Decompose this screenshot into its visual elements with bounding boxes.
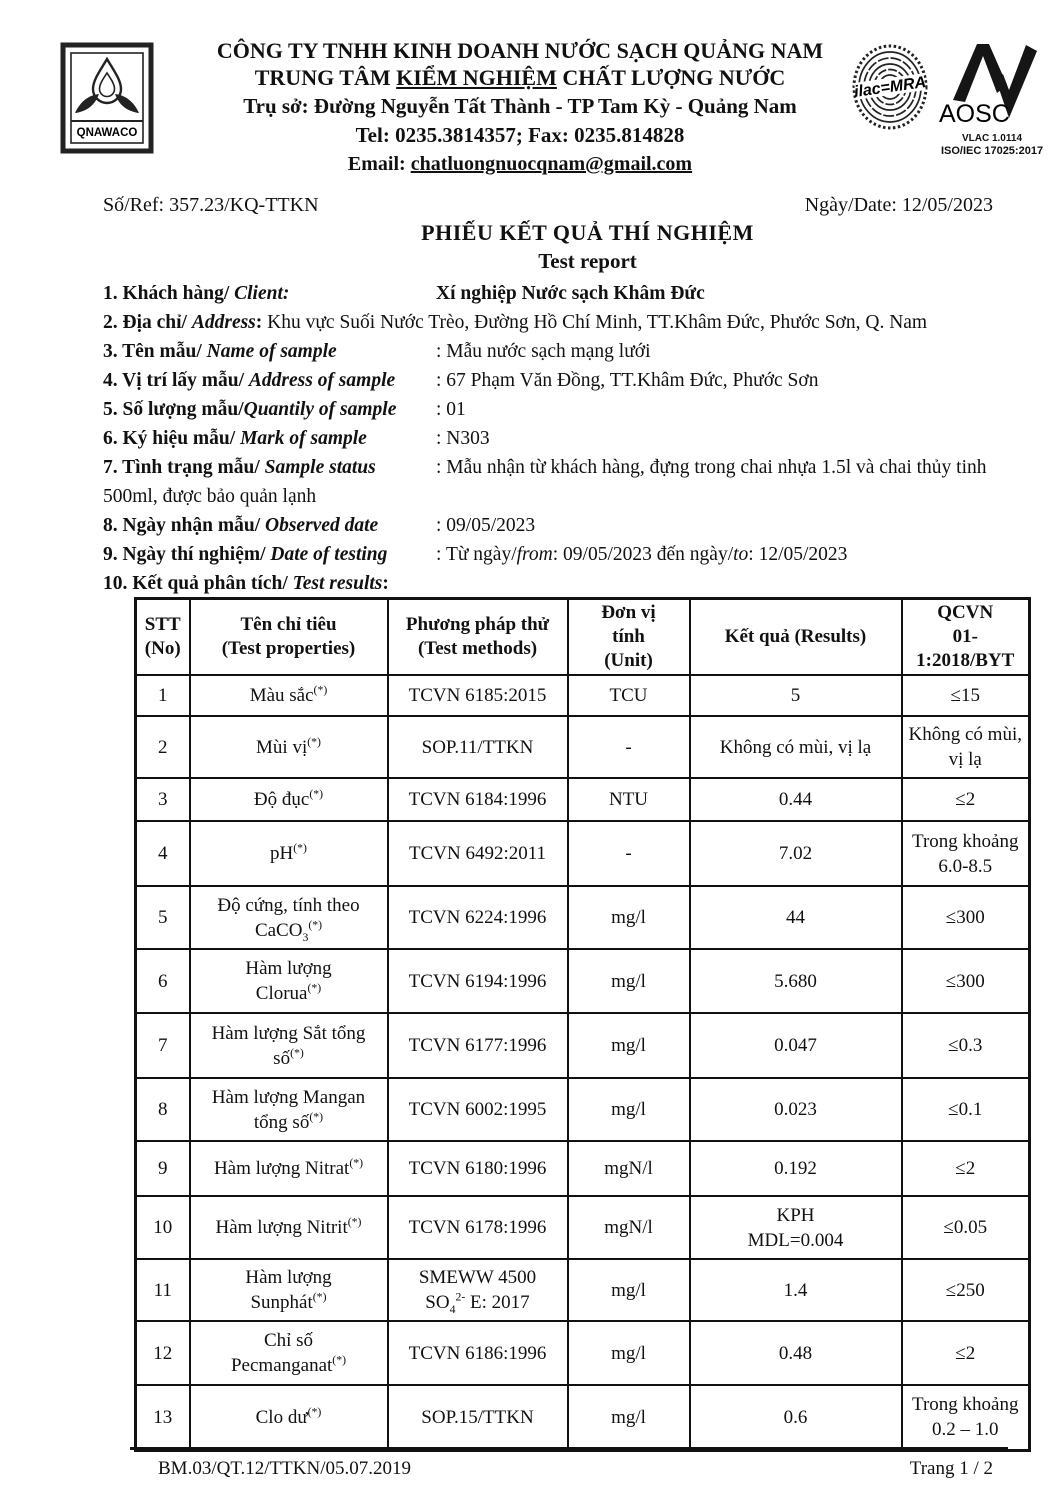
cell-no: 1 xyxy=(136,675,190,716)
cell-result: KPH MDL=0.004 xyxy=(690,1196,902,1259)
cell-limit: ≤15 xyxy=(902,675,1030,716)
field-label xyxy=(103,395,436,424)
document-ref: Số/Ref: 357.23/KQ-TTKN xyxy=(103,194,319,216)
cell-name: Màu sắc(*) xyxy=(190,675,388,716)
cell-result: 0.192 xyxy=(690,1141,902,1196)
cell-limit: ≤300 xyxy=(902,886,1030,949)
cell-name: pH(*) xyxy=(190,821,388,886)
document-date: Ngày/Date: 12/05/2023 xyxy=(804,194,993,216)
text-segment: : 67 Phạm Văn Đồng, TT.Khâm Đức, Phước Sơn xyxy=(436,370,819,391)
field-label xyxy=(103,424,436,453)
cell-limit: ≤300 xyxy=(902,949,1030,1013)
text-segment: : xyxy=(255,312,268,333)
aosc-mark xyxy=(928,38,1056,158)
result-row xyxy=(136,1141,1030,1196)
text-segment: 4. Vị trí lấy mẫu/ xyxy=(103,370,249,391)
column-header: Đơn vị tính (Unit) xyxy=(568,599,690,676)
text-segment: 8. Ngày nhận mẫu/ xyxy=(103,515,265,536)
cell-name: Hàm lượng Clorua(*) xyxy=(190,949,388,1013)
table-body xyxy=(136,675,1030,1450)
cell-name: Hàm lượng Nitrit(*) xyxy=(190,1196,388,1259)
cell-limit: ≤2 xyxy=(902,778,1030,821)
cell-method: SMEWW 4500 $SO_4^{2-}$ E: 2017 xyxy=(388,1259,568,1321)
cell-name: Chỉ số Pecmanganat(*) xyxy=(190,1321,388,1385)
text-segment: : 09/05/2023 đến ngày/ xyxy=(552,544,734,565)
cell-method: TCVN 6492:2011 xyxy=(388,821,568,886)
cell-method: TCVN 6184:1996 xyxy=(388,778,568,821)
cell-name: Hàm lượng Sắt tổng số(*) xyxy=(190,1013,388,1078)
table-header-row xyxy=(136,599,1030,676)
cell-no: 4 xyxy=(136,821,190,886)
result-row xyxy=(136,1259,1030,1321)
field-value xyxy=(436,341,651,362)
cell-name: Mùi vị(*) xyxy=(190,716,388,778)
text-segment: Date of testing xyxy=(270,544,388,565)
field-label xyxy=(103,366,436,395)
field-line xyxy=(103,453,998,511)
result-row xyxy=(136,1013,1030,1078)
text-segment: Khu vực Suối Nước Trèo, Đường Hồ Chí Minh, TT.Khâm Đức, Phước Sơn, Q. Nam xyxy=(267,312,928,333)
text-segment: : Mẫu nước sạch mạng lưới xyxy=(436,341,651,362)
cell-method: TCVN 6186:1996 xyxy=(388,1321,568,1385)
qnawaco-caption: QNAWACO xyxy=(76,127,138,139)
cell-name: Độ đục(*) xyxy=(190,778,388,821)
cell-limit: Không có mùi, vị lạ xyxy=(902,716,1030,778)
superscript: (*) xyxy=(309,787,324,801)
cell-method: TCVN 6194:1996 xyxy=(388,949,568,1013)
email-label: Email: xyxy=(347,153,411,175)
text-segment: 2. Địa chỉ/ xyxy=(103,312,192,333)
cell-unit: mgN/l xyxy=(568,1196,690,1259)
cell-unit: - xyxy=(568,821,690,886)
cell-limit: ≤0.3 xyxy=(902,1013,1030,1078)
cell-result: 7.02 xyxy=(690,821,902,886)
cell-result: 0.047 xyxy=(690,1013,902,1078)
ilac-mra-graphic xyxy=(850,42,930,132)
text-segment: : 12/05/2023 xyxy=(748,544,848,565)
footer-divider xyxy=(130,1447,1008,1450)
cell-result: 1.4 xyxy=(690,1259,902,1321)
result-row xyxy=(136,778,1030,821)
result-row xyxy=(136,1321,1030,1385)
superscript: (*) xyxy=(332,1353,347,1367)
field-value xyxy=(436,428,490,449)
text-segment: Mark of sample xyxy=(240,428,367,449)
cell-unit: mg/l xyxy=(568,1078,690,1141)
text-segment: : N303 xyxy=(436,428,490,449)
cell-unit: TCU xyxy=(568,675,690,716)
column-header: Phương pháp thử (Test methods) xyxy=(388,599,568,676)
cell-method: TCVN 6177:1996 xyxy=(388,1013,568,1078)
sample-info-fields xyxy=(103,279,998,598)
column-header: Tên chỉ tiêu (Test properties) xyxy=(190,599,388,676)
cell-no: 7 xyxy=(136,1013,190,1078)
cell-method: TCVN 6224:1996 xyxy=(388,886,568,949)
superscript: (*) xyxy=(312,1290,327,1304)
text-segment: : Từ ngày/ xyxy=(436,544,517,565)
field-line xyxy=(103,540,998,569)
field-label xyxy=(103,540,436,569)
field-line xyxy=(103,366,998,395)
text-segment: : xyxy=(382,573,389,594)
result-row xyxy=(136,716,1030,778)
column-header: STT (No) xyxy=(136,599,190,676)
text-segment: 3. Tên mẫu/ xyxy=(103,341,207,362)
email-line xyxy=(190,151,850,177)
superscript: 2- xyxy=(455,1290,466,1304)
cell-unit: mg/l xyxy=(568,1385,690,1450)
field-label xyxy=(103,279,436,308)
document-title: PHIẾU KẾT QUẢ THÍ NGHIỆM xyxy=(421,220,754,245)
text-segment: Test results xyxy=(292,573,383,594)
tel-fax: Tel: 0235.3814357; Fax: 0235.814828 xyxy=(355,123,685,147)
cell-result: 0.023 xyxy=(690,1078,902,1141)
field-line xyxy=(103,511,998,540)
text-segment: Address of sample xyxy=(248,370,396,391)
cell-limit: ≤2 xyxy=(902,1141,1030,1196)
cell-no: 12 xyxy=(136,1321,190,1385)
test-results-table xyxy=(134,597,1031,1452)
text-segment: 10. Kết quả phân tích/ xyxy=(103,573,293,594)
cell-result: 44 xyxy=(690,886,902,949)
cell-method: SOP.15/TTKN xyxy=(388,1385,568,1450)
qnawaco-logo xyxy=(60,42,154,154)
text-segment: TRUNG TÂM xyxy=(254,65,397,90)
field-line xyxy=(103,395,998,424)
column-header: Kết quả (Results) xyxy=(690,599,902,676)
cell-no: 2 xyxy=(136,716,190,778)
cell-result: Không có mùi, vị lạ xyxy=(690,716,902,778)
text-segment: Xí nghiệp Nước sạch Khâm Đức xyxy=(436,283,705,304)
cell-unit: NTU xyxy=(568,778,690,821)
field-label xyxy=(103,453,436,482)
superscript: (*) xyxy=(293,841,307,855)
subscript: 3 xyxy=(302,930,309,944)
field-label xyxy=(103,337,436,366)
superscript: (*) xyxy=(309,1110,324,1124)
cell-name: Hàm lượng Mangan tổng số(*) xyxy=(190,1078,388,1141)
cell-no: 9 xyxy=(136,1141,190,1196)
cell-no: 5 xyxy=(136,886,190,949)
superscript: (*) xyxy=(313,683,328,697)
cell-limit: ≤0.1 xyxy=(902,1078,1030,1141)
cell-no: 6 xyxy=(136,949,190,1013)
cell-method: TCVN 6178:1996 xyxy=(388,1196,568,1259)
text-segment: Name of sample xyxy=(206,341,337,362)
superscript: (*) xyxy=(349,1156,364,1170)
text-segment: 7. Tình trạng mẫu/ xyxy=(103,457,265,478)
text-segment: Observed date xyxy=(265,515,379,536)
cell-unit: mgN/l xyxy=(568,1141,690,1196)
superscript: (*) xyxy=(307,1405,322,1419)
text-segment: 5. Số lượng mẫu/ xyxy=(103,399,244,420)
text-segment: Quantily of sample xyxy=(243,399,397,420)
text-segment: Address xyxy=(191,312,256,333)
aosc-vlac-code: VLAC 1.0114 xyxy=(961,133,1023,144)
cell-no: 10 xyxy=(136,1196,190,1259)
cell-unit: mg/l xyxy=(568,1321,690,1385)
cell-result: 5.680 xyxy=(690,949,902,1013)
center-name xyxy=(190,65,850,91)
ilac-mra-stamp xyxy=(850,42,930,132)
text-segment: 9. Ngày thí nghiệm/ xyxy=(103,544,271,565)
superscript: (*) xyxy=(347,1215,362,1229)
table-header xyxy=(136,599,1030,676)
cell-method: TCVN 6180:1996 xyxy=(388,1141,568,1196)
text-segment: to xyxy=(733,544,749,565)
superscript: (*) xyxy=(307,735,321,749)
cell-name: Hàm lượng Sunphát(*) xyxy=(190,1259,388,1321)
cell-no: 8 xyxy=(136,1078,190,1141)
cell-result: 0.6 xyxy=(690,1385,902,1450)
text-segment: 6. Ký hiệu mẫu/ xyxy=(103,428,241,449)
result-row xyxy=(136,886,1030,949)
field-line xyxy=(103,424,998,453)
cell-result: 0.44 xyxy=(690,778,902,821)
result-row xyxy=(136,949,1030,1013)
text-segment: Client: xyxy=(234,283,290,304)
cell-no: 3 xyxy=(136,778,190,821)
result-row xyxy=(136,675,1030,716)
company-name: CÔNG TY TNHH KINH DOANH NƯỚC SẠCH QUẢNG NAM xyxy=(216,38,824,63)
result-row xyxy=(136,1196,1030,1259)
superscript: (*) xyxy=(307,981,322,995)
cell-limit: ≤2 xyxy=(902,1321,1030,1385)
cell-name: Hàm lượng Nitrat(*) xyxy=(190,1141,388,1196)
cell-unit: mg/l xyxy=(568,1259,690,1321)
head-office-address: Trụ sở: Đường Nguyễn Tất Thành - TP Tam Kỳ - Quảng Nam xyxy=(243,94,797,118)
text-segment: Sample status xyxy=(264,457,376,478)
aosc-name: AOSC xyxy=(939,100,1010,128)
field-value xyxy=(436,370,818,391)
cell-result: 0.48 xyxy=(690,1321,902,1385)
cell-method: TCVN 6185:2015 xyxy=(388,675,568,716)
superscript: (*) xyxy=(290,1046,304,1060)
cell-unit: mg/l xyxy=(568,1013,690,1078)
aosc-logo-graphic xyxy=(937,38,1047,128)
cell-unit: mg/l xyxy=(568,949,690,1013)
text-segment: : 09/05/2023 xyxy=(436,515,536,536)
result-row xyxy=(136,821,1030,886)
form-code: BM.03/QT.12/TTKN/05.07.2019 xyxy=(158,1458,411,1479)
superscript: (*) xyxy=(308,918,323,932)
cell-unit: - xyxy=(568,716,690,778)
field-value xyxy=(436,283,705,304)
cell-result: 5 xyxy=(690,675,902,716)
field-line xyxy=(103,279,998,308)
cell-no: 11 xyxy=(136,1259,190,1321)
letterhead xyxy=(190,38,850,177)
field-value xyxy=(436,515,535,536)
text-segment: : Mẫu nhận từ khách hàng, đựng trong chai nhựa 1.5l và chai thủy tinh 500ml, được bảo quản lạnh xyxy=(103,457,987,507)
field-value xyxy=(436,399,466,420)
cell-method: TCVN 6002:1995 xyxy=(388,1078,568,1141)
cell-limit: Trong khoảng 0.2 – 1.0 xyxy=(902,1385,1030,1450)
qnawaco-logo-graphic xyxy=(60,42,154,154)
column-header: QCVN 01- 1:2018/BYT xyxy=(902,599,1030,676)
text-segment: : 01 xyxy=(436,399,466,420)
cell-name: Clo dư(*) xyxy=(190,1385,388,1450)
cell-no: 13 xyxy=(136,1385,190,1450)
field-value xyxy=(436,544,847,565)
email-address[interactable]: chatluongnuocqnam@gmail.com xyxy=(410,153,693,175)
cell-method: SOP.11/TTKN xyxy=(388,716,568,778)
subscript: 4 xyxy=(449,1302,456,1316)
ilac-mra-text: ilac=MRA xyxy=(853,74,928,101)
text-segment: CHẤT LƯỢNG NƯỚC xyxy=(556,65,786,90)
field-line xyxy=(103,569,998,598)
text-segment: KIỂM NGHIỆM xyxy=(396,65,557,90)
text-segment: from xyxy=(516,544,553,565)
cell-unit: mg/l xyxy=(568,886,690,949)
result-row xyxy=(136,1078,1030,1141)
field-line xyxy=(103,337,998,366)
text-segment: 1. Khách hàng/ xyxy=(103,283,235,304)
result-row xyxy=(136,1385,1030,1450)
page-number: Trang 1 / 2 xyxy=(909,1458,993,1479)
cell-limit: ≤0.05 xyxy=(902,1196,1030,1259)
cell-limit: ≤250 xyxy=(902,1259,1030,1321)
field-line xyxy=(103,308,998,337)
aosc-iso-code: ISO/IEC 17025:2017 xyxy=(940,145,1044,157)
document-subtitle: Test report xyxy=(538,249,637,273)
field-label xyxy=(103,511,436,540)
cell-limit: Trong khoảng 6.0-8.5 xyxy=(902,821,1030,886)
cell-name: Độ cứng, tính theo CaCO$_3$(*) xyxy=(190,886,388,949)
